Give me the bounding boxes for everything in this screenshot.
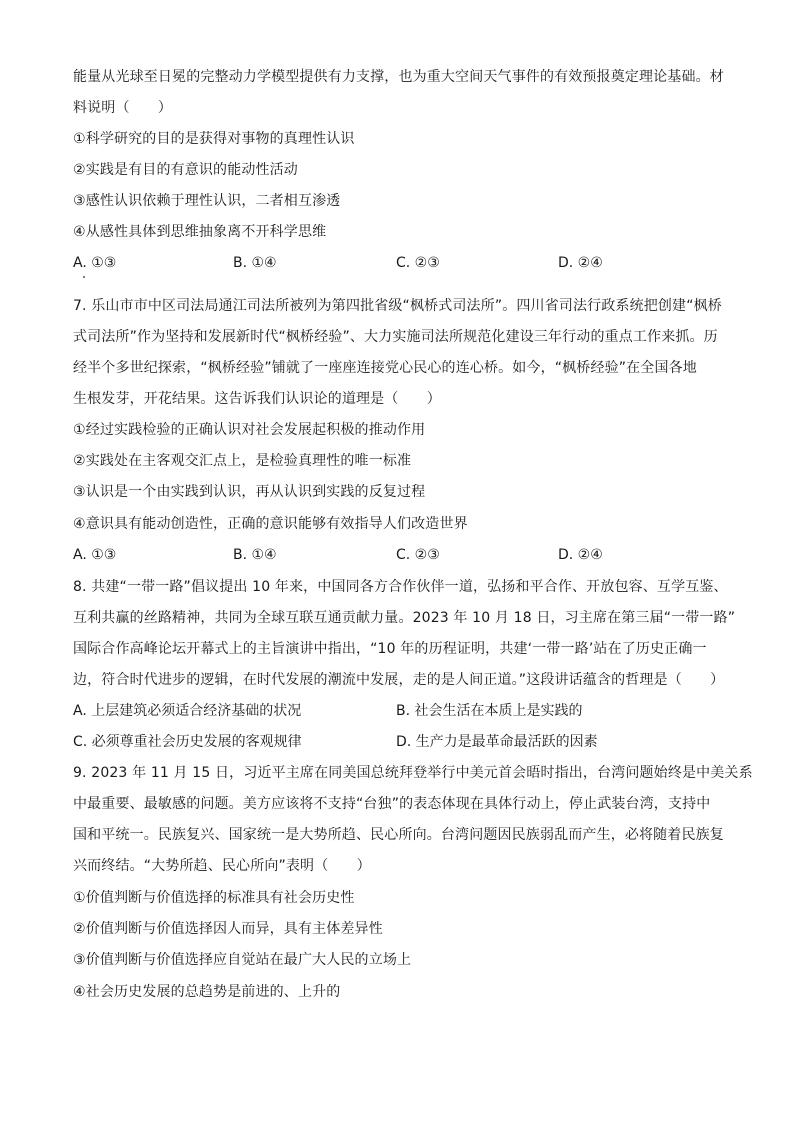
- q8-stem-line-4: 边，符合时代进步的逻辑，在时代发展的潮流中发展，走的是人间正道。”这段讲话蕴含的哲理是（ ）: [73, 672, 725, 688]
- q9-statement-2: ②价值判断与价值选择因人而异，具有主体差异性: [73, 921, 383, 937]
- q8-stem-line-3: 国际合作高峰论坛开幕式上的主旨演讲中指出，“10 年的历程证明，共建‘一带一路’站在了历史正确一: [73, 641, 707, 657]
- q8-stem-line-2: 互利共赢的丝路精神，共同为全球互联互通贡献力量。2023 年 10 月 18 日，习主席在第三届“一带一路”: [73, 610, 736, 626]
- q7-statement-4: ④意识具有能动创造性，正确的意识能够有效指导人们改造世界: [73, 516, 468, 532]
- q6-option-d[interactable]: D. ②④: [558, 255, 603, 271]
- q7-stem-line-2: 式司法所”作为坚持和发展新时代“枫桥经验”、大力实施司法所规范化建设三年行动的重点工作来抓。历: [73, 329, 718, 345]
- q8-option-c[interactable]: C. 必须尊重社会历史发展的客观规律: [73, 734, 302, 750]
- q8-option-b[interactable]: B. 社会生活在本质上是实践的: [396, 703, 583, 719]
- q7-option-b[interactable]: B. ①④: [233, 547, 277, 563]
- q7-stem-line-1: 7. 乐山市市中区司法局通江司法所被列为第四批省级“枫桥式司法所”。四川省司法行政系统把创建“枫桥: [73, 298, 722, 314]
- q6-option-b[interactable]: B. ①④: [233, 255, 277, 271]
- q7-option-c[interactable]: C. ②③: [396, 547, 440, 563]
- q7-statement-3: ③认识是一个由实践到认识，再从认识到实践的反复过程: [73, 484, 426, 500]
- q7-option-a[interactable]: A. ①③: [73, 547, 117, 563]
- q6-statement-1: ①科学研究的目的是获得对事物的真理性认识: [73, 131, 355, 147]
- q6-statement-4: ④从感性具体到思维抽象离不开科学思维: [73, 224, 327, 240]
- q9-stem-line-2: 中最重要、最敏感的问题。美方应该将不支持“台独”的表态体现在具体行动上，停止武装台湾，支持中: [73, 796, 711, 812]
- q7-stem-line-4: 生根发芽，开花结果。这告诉我们认识论的道理是（ ）: [73, 391, 441, 407]
- q9-stem-line-4: 兴而终结。“大势所趋、民心所向”表明（ ）: [73, 858, 371, 874]
- q7-option-d[interactable]: D. ②④: [558, 547, 603, 563]
- q7-statement-1: ①经过实践检验的正确认识对社会发展起积极的推动作用: [73, 422, 426, 438]
- q9-stem-line-3: 国和平统一。民族复兴、国家统一是大势所趋、民心所向。台湾问题因民族弱乱而产生，必将随着民族复: [73, 827, 724, 843]
- q6-option-a[interactable]: A. ①③: [73, 255, 117, 271]
- q6-statement-3: ③感性认识依赖于理性认识，二者相互渗透: [73, 193, 341, 209]
- q6-statement-2: ②实践是有目的有意识的能动性活动: [73, 162, 298, 178]
- q8-option-d[interactable]: D. 生产力是最革命最活跃的因素: [396, 734, 598, 750]
- q8-stem-line-1: 8. 共建“一带一路”倡议提出 10 年来，中国同各方合作伙伴一道，弘扬和平合作、开放包容、互学互鉴、: [73, 579, 728, 595]
- q8-option-a[interactable]: A. 上层建筑必须适合经济基础的状况: [73, 703, 302, 719]
- q9-statement-4: ④社会历史发展的总趋势是前进的、上升的: [73, 984, 341, 1000]
- q9-stem-line-1: 9. 2023 年 11 月 15 日，习近平主席在同美国总统拜登举行中美元首会晤时指出，台湾问题始终是中美关系: [73, 765, 753, 781]
- q9-statement-1: ①价值判断与价值选择的标准具有社会历史性: [73, 890, 355, 906]
- q7-stem-line-3: 经半个多世纪探索，“枫桥经验”铺就了一座座连接党心民心的连心桥。如今，“枫桥经验”在全国各地: [73, 360, 697, 376]
- q7-statement-2: ②实践处在主客观交汇点上，是检验真理性的唯一标准: [73, 453, 412, 469]
- q6-stem-line-2: 料说明（ ）: [73, 100, 173, 116]
- q6-stem-line-1: 能量从光球至日冕的完整动力学模型提供有力支撑，也为重大空间天气事件的有效预报奠定理论基础。材: [73, 69, 724, 85]
- q9-statement-3: ③价值判断与价值选择应自觉站在最广大人民的立场上: [73, 952, 412, 968]
- q6-option-c[interactable]: C. ②③: [396, 255, 440, 271]
- stray-dot: [83, 276, 85, 278]
